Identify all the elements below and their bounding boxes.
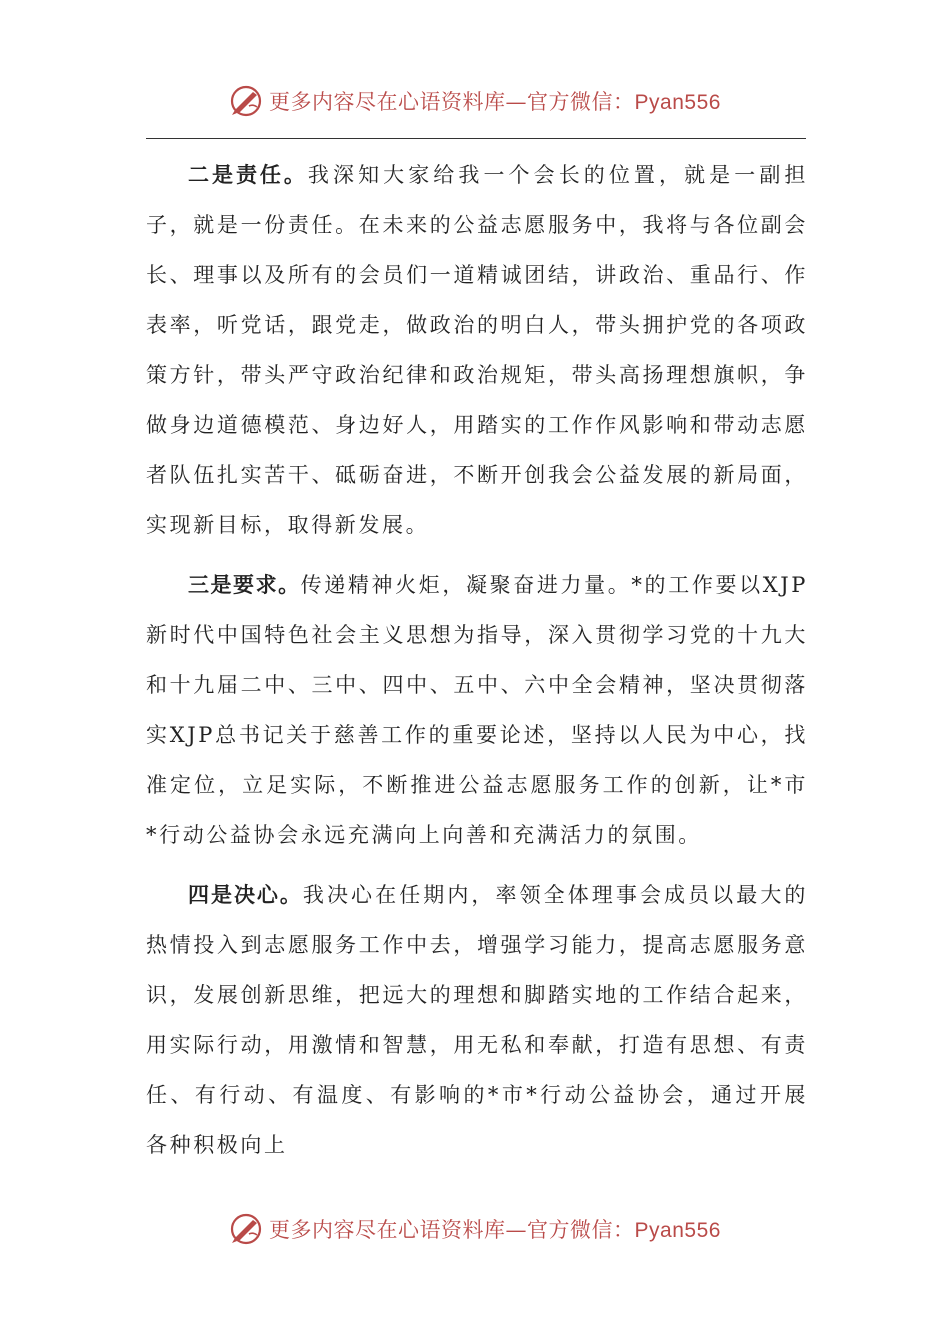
header-divider (146, 138, 806, 139)
paragraph-text: 我决心在任期内，率领全体理事会成员以最大的热情投入到志愿服务工作中去，增强学习能力，提高志愿服务意识，发展创新思维，把远大的理想和脚踏实地的工作结合起来，用实际行动，用激情和智慧，用无私和奉献，打造有思想、有责任、有行动、有温度、有影响的*市*行动公益协会，通过开展各种积极向上 (146, 883, 809, 1157)
pen-logo-icon (229, 84, 263, 118)
paragraph-responsibility (146, 150, 808, 550)
footer-banner-text (269, 1214, 721, 1244)
header-banner-id: Pyan556 (634, 91, 721, 114)
document-body (146, 150, 808, 1180)
footer-banner-cn: 更多内容尽在心语资料库—官方微信： (269, 1218, 635, 1242)
header-banner (0, 84, 950, 118)
paragraph-requirement (146, 560, 808, 860)
header-banner-cn: 更多内容尽在心语资料库—官方微信： (269, 90, 635, 114)
paragraph-text: 我深知大家给我一个会长的位置，就是一副担子，就是一份责任。在未来的公益志愿服务中，我将与各位副会长、理事以及所有的会员们一道精诚团结，讲政治、重品行、作表率，听党话，跟党走，做政治的明白人，带头拥护党的各项政策方针，带头严守政治纪律和政治规矩，带头高扬理想旗帜，争做身边道德模范、身边好人，用踏实的工作作风影响和带动志愿者队伍扎实苦干、砥砺奋进，不断开创我会公益发展的新局面，实现新目标，取得新发展。 (146, 163, 809, 537)
paragraph-lead: 四是决心。 (188, 883, 303, 907)
pen-logo-icon (229, 1212, 263, 1246)
footer-banner-id: Pyan556 (634, 1219, 721, 1242)
footer-banner (0, 1212, 950, 1246)
paragraph-text: 传递精神火炬，凝聚奋进力量。*的工作要以XJP新时代中国特色社会主义思想为指导，深入贯彻学习党的十九大和十九届二中、三中、四中、五中、六中全会精神，坚决贯彻落实XJP总书记关于慈善工作的重要论述，坚持以人民为中心，找准定位，立足实际，不断推进公益志愿服务工作的创新，让*市*行动公益协会永远充满向上向善和充满活力的氛围。 (146, 573, 808, 847)
paragraph-lead: 二是责任。 (188, 163, 308, 187)
header-banner-text (269, 86, 721, 116)
paragraph-lead: 三是要求。 (188, 573, 301, 597)
paragraph-determination (146, 870, 808, 1170)
